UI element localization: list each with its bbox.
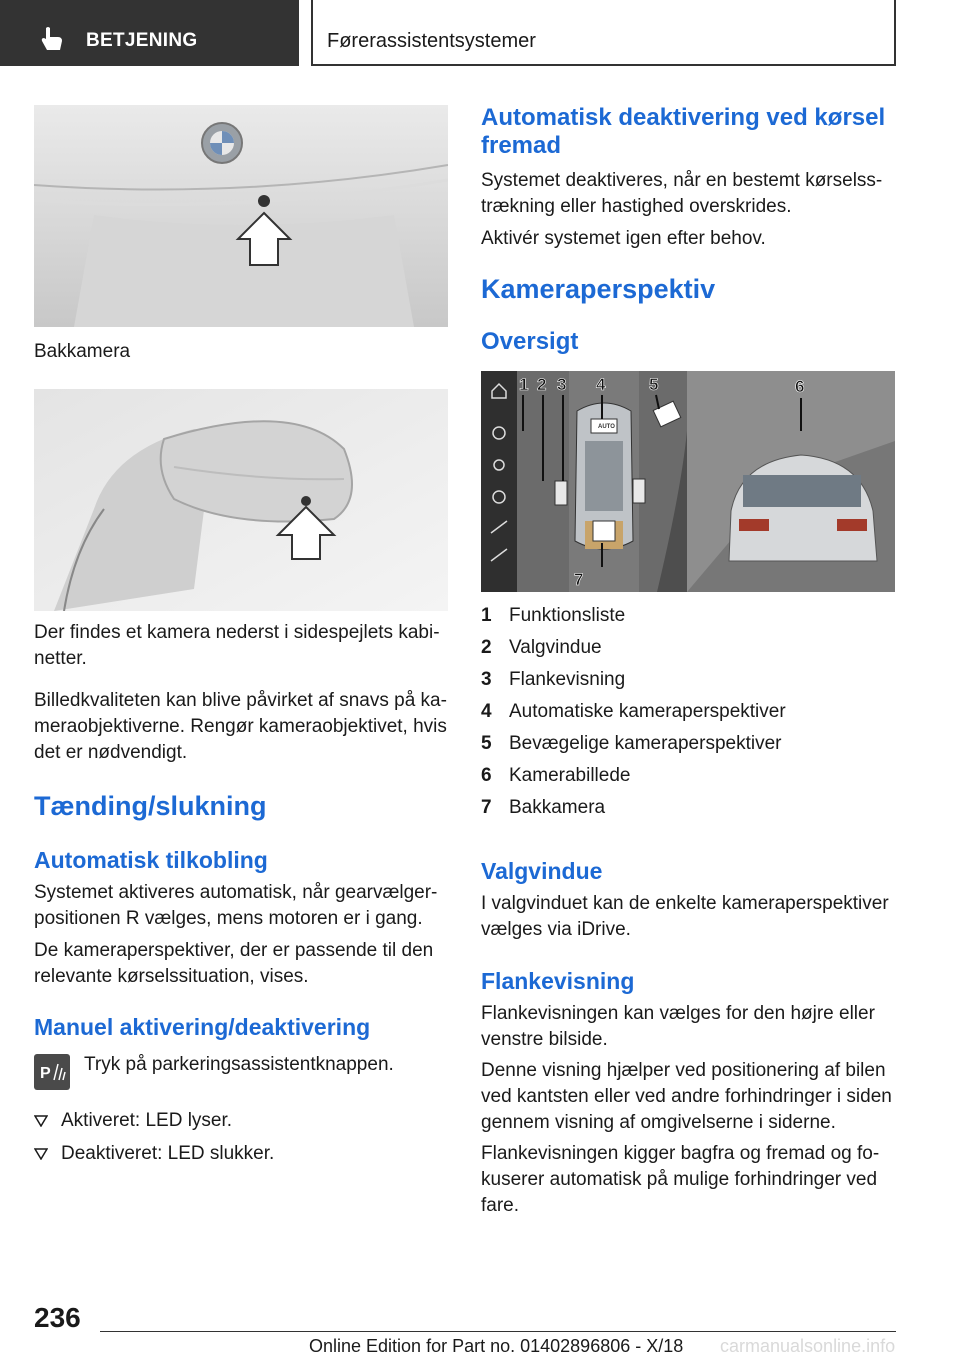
reactivate-paragraph: Aktivér systemet igen efter behov.: [481, 228, 766, 249]
footer-divider: [100, 1331, 896, 1332]
flank-paragraph-2: Denne visning hjælper ved positionering af bilen ved kantsten eller ved andre forhindringer i siden gennem visning af omgivelserne i siderne.: [481, 1060, 892, 1133]
perspectives-paragraph: De kameraperspektiver, der er passende til den relevante kørselssituation, vises.: [34, 940, 434, 987]
section-title: BETJENING: [86, 30, 198, 51]
heading-selection-window: Valgvindue: [481, 858, 603, 884]
heading-auto-on: Automatisk tilkobling: [34, 847, 268, 873]
callout-4: 4: [596, 375, 606, 394]
auto-label: AUTO: [598, 424, 615, 430]
callout-5: 5: [649, 375, 659, 394]
rear-camera-caption: Bakkamera: [34, 341, 131, 362]
heading-auto-off: Automatisk deaktivering ved kørsel fremad: [481, 104, 886, 159]
auto-on-paragraph: Systemet aktiveres automatisk, når gearvælger- positionen R vælges, mens motoren er i gang.: [34, 882, 438, 929]
camera-display-figure: [481, 371, 895, 592]
triangle-bullet-icon: [34, 1148, 48, 1160]
heading-overview: Oversigt: [481, 328, 579, 355]
button-instruction: Tryk på parkeringsassistentknappen.: [84, 1054, 394, 1075]
header-section-tab: [0, 0, 299, 66]
callout-3: 3: [557, 375, 567, 394]
flank-paragraph-3: Flankevisningen kigger bagfra og fremad og fo- kuserer automatisk på mulige forhindringer ved fare.: [481, 1143, 880, 1216]
parking-assistant-button-icon: [34, 1054, 70, 1090]
watermark: carmanualsonline.info: [720, 1336, 896, 1356]
callout-1: 1: [519, 375, 529, 394]
page-number: 236: [34, 1302, 81, 1333]
hand-pointer-icon: [40, 26, 64, 52]
rear-camera-image: [34, 105, 448, 327]
chapter-title: Førerassistentsystemer: [327, 30, 536, 52]
callout-7: 7: [574, 570, 584, 589]
callout-2: 2: [537, 375, 547, 394]
svg-text:P: P: [40, 1065, 51, 1082]
selection-paragraph: I valgvinduet kan de enkelte kameraperspektiver vælges via iDrive.: [481, 893, 889, 940]
triangle-bullet-icon: [34, 1115, 48, 1127]
heading-flank-view: Flankevisning: [481, 968, 635, 994]
flank-paragraph-1: Flankevisningen kan vælges for den højre eller venstre bilside.: [481, 1003, 875, 1050]
callout-6: 6: [795, 377, 805, 396]
mirror-paragraph: Der findes et kamera nederst i sidespejlets kabi- netter.: [34, 622, 440, 669]
heading-on-off: Tænding/slukning: [34, 791, 267, 821]
quality-paragraph: Billedkvaliteten kan blive påvirket af snavs på ka- meraobjektiverne. Rengør kameraobjektivet, hvis det er nødvendigt.: [34, 690, 447, 763]
side-mirror-image: [34, 389, 448, 611]
heading-camera-perspective: Kameraperspektiv: [481, 274, 716, 304]
header-chapter-box: [311, 0, 896, 66]
edition-footer: Online Edition for Part no. 01402896806 - X/18: [309, 1336, 684, 1356]
auto-off-paragraph: Systemet deaktiveres, når en bestemt kørselss- trækning eller hastighed overskrides.: [481, 170, 883, 217]
heading-manual: Manuel aktivering/deaktivering: [34, 1014, 371, 1040]
